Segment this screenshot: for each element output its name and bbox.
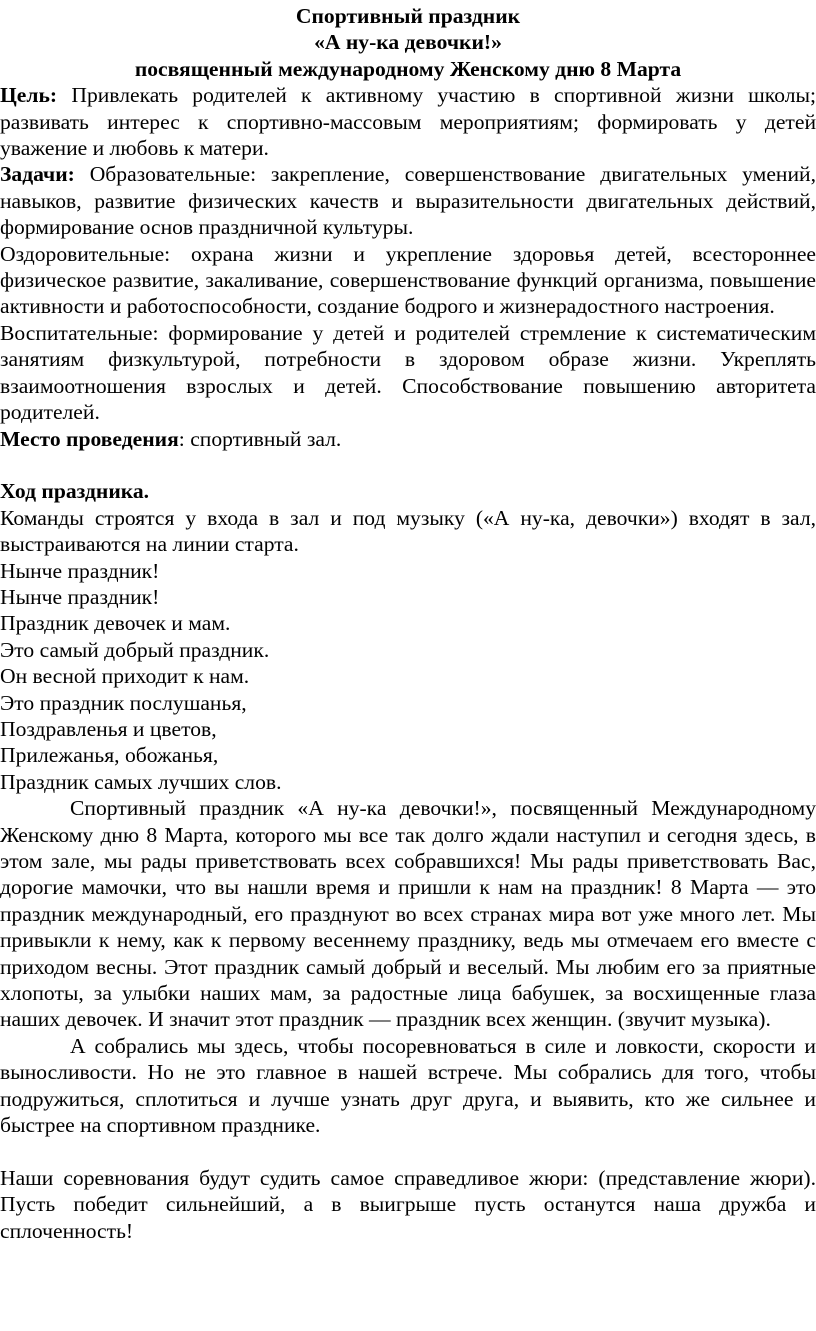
poem-line: Прилежанья, обожанья,	[0, 743, 219, 768]
poem-line: Поздравленья и цветов,	[0, 716, 217, 741]
document-title-line-2: «А ну-ка девочки!»	[314, 30, 502, 55]
purpose-paragraph: А собрались мы здесь, чтобы посоревноваться в силе и ловкости, скорости и выносливости. Но не это главное в нашей встрече. Мы собрались для того, чтобы подружиться, сплотиться и лучше узнать друг друга, и выявить, кто же сильнее и быстрее на спортивном празднике.	[0, 1033, 816, 1138]
venue-paragraph	[0, 426, 816, 452]
poem-line: Это самый добрый праздник.	[0, 637, 270, 662]
jury-paragraph: Наши соревнования будут судить самое справедливое жюри: (представление жюри). Пусть победит сильнейший, а в выигрыше пусть останутся наша дружба и сплоченность!	[0, 1165, 816, 1243]
poem-line: Нынче праздник!	[0, 584, 160, 609]
goal-label: Цель:	[0, 83, 58, 108]
poem-line: Это праздник послушанья,	[0, 690, 247, 715]
poem-line: Он весной приходит к нам.	[0, 664, 250, 689]
opening-speech-paragraph: Спортивный праздник «А ну-ка девочки!», посвященный Международному Женскому дню 8 Марта, которого мы все так долго ждали наступил и сегодня здесь, в этом зале, мы рады приветствовать всех собравшихся! Мы рады приветствовать Вас, дорогие мамочки, что вы нашли время и пришли к нам на праздник! 8 Марта — это праздник международный, его празднуют во всех странах мира вот уже много лет. Мы привыкли к нему, как к первому весеннему празднику, ведь мы отмечаем его вместе с приходом весны. Этот праздник самый добрый и веселый. Мы любим его за приятные хлопоты, за улыбки наших мам, за радостные лица бабушек, за восхищенные глаза наших девочек. И значит этот праздник — праздник всех женщин. (звучит музыка).	[0, 796, 816, 1032]
tasks-paragraph	[0, 161, 816, 240]
goal-text: Привлекать родителей к активному участию в спортивной жизни школы; развивать интерес к спортивно-массовым мероприятиям; формировать у детей уважение и любовь к матери.	[0, 83, 816, 161]
blank-line	[0, 1138, 816, 1164]
tasks-health-paragraph: Оздоровительные: охрана жизни и укрепление здоровья детей, всестороннее физическое развитие, закаливание, совершенствование функций организма, повышение активности и работоспособности, создание бодрого и жизнерадостного настроения.	[0, 241, 816, 319]
document-title-line-3: посвященный международному Женскому дню 8 Марта	[134, 56, 682, 81]
poem-line: Нынче праздник!	[0, 558, 160, 583]
goal-paragraph	[0, 82, 816, 161]
blank-line	[0, 452, 816, 478]
venue-text: : спортивный зал.	[178, 426, 342, 451]
document-page	[0, 3, 816, 1244]
course-intro-paragraph: Команды строятся у входа в зал и под музыку («А ну-ка, девочки») входят в зал, выстраиваются на линии старта.	[0, 505, 816, 557]
document-title-line-1: Спортивный праздник	[295, 4, 521, 28]
tasks-educational-text: Образовательные: закрепление, совершенствование двигательных умений, навыков, развитие физических качеств и выразительности двигательных действий, формирование основ праздничной культуры.	[0, 162, 816, 240]
poem-line: Праздник девочек и мам.	[0, 611, 231, 636]
tasks-label: Задачи:	[0, 162, 75, 187]
poem	[0, 558, 816, 796]
poem-line: Праздник самых лучших слов.	[0, 769, 282, 794]
course-heading: Ход праздника.	[0, 479, 150, 504]
venue-label: Место проведения	[0, 426, 179, 451]
tasks-upbringing-paragraph: Воспитательные: формирование у детей и родителей стремление к систематическим занятиям физкультурой, потребности в здоровом образе жизни. Укреплять взаимоотношения взрослых и детей. Способствование повышению авторитета родителей.	[0, 320, 816, 425]
